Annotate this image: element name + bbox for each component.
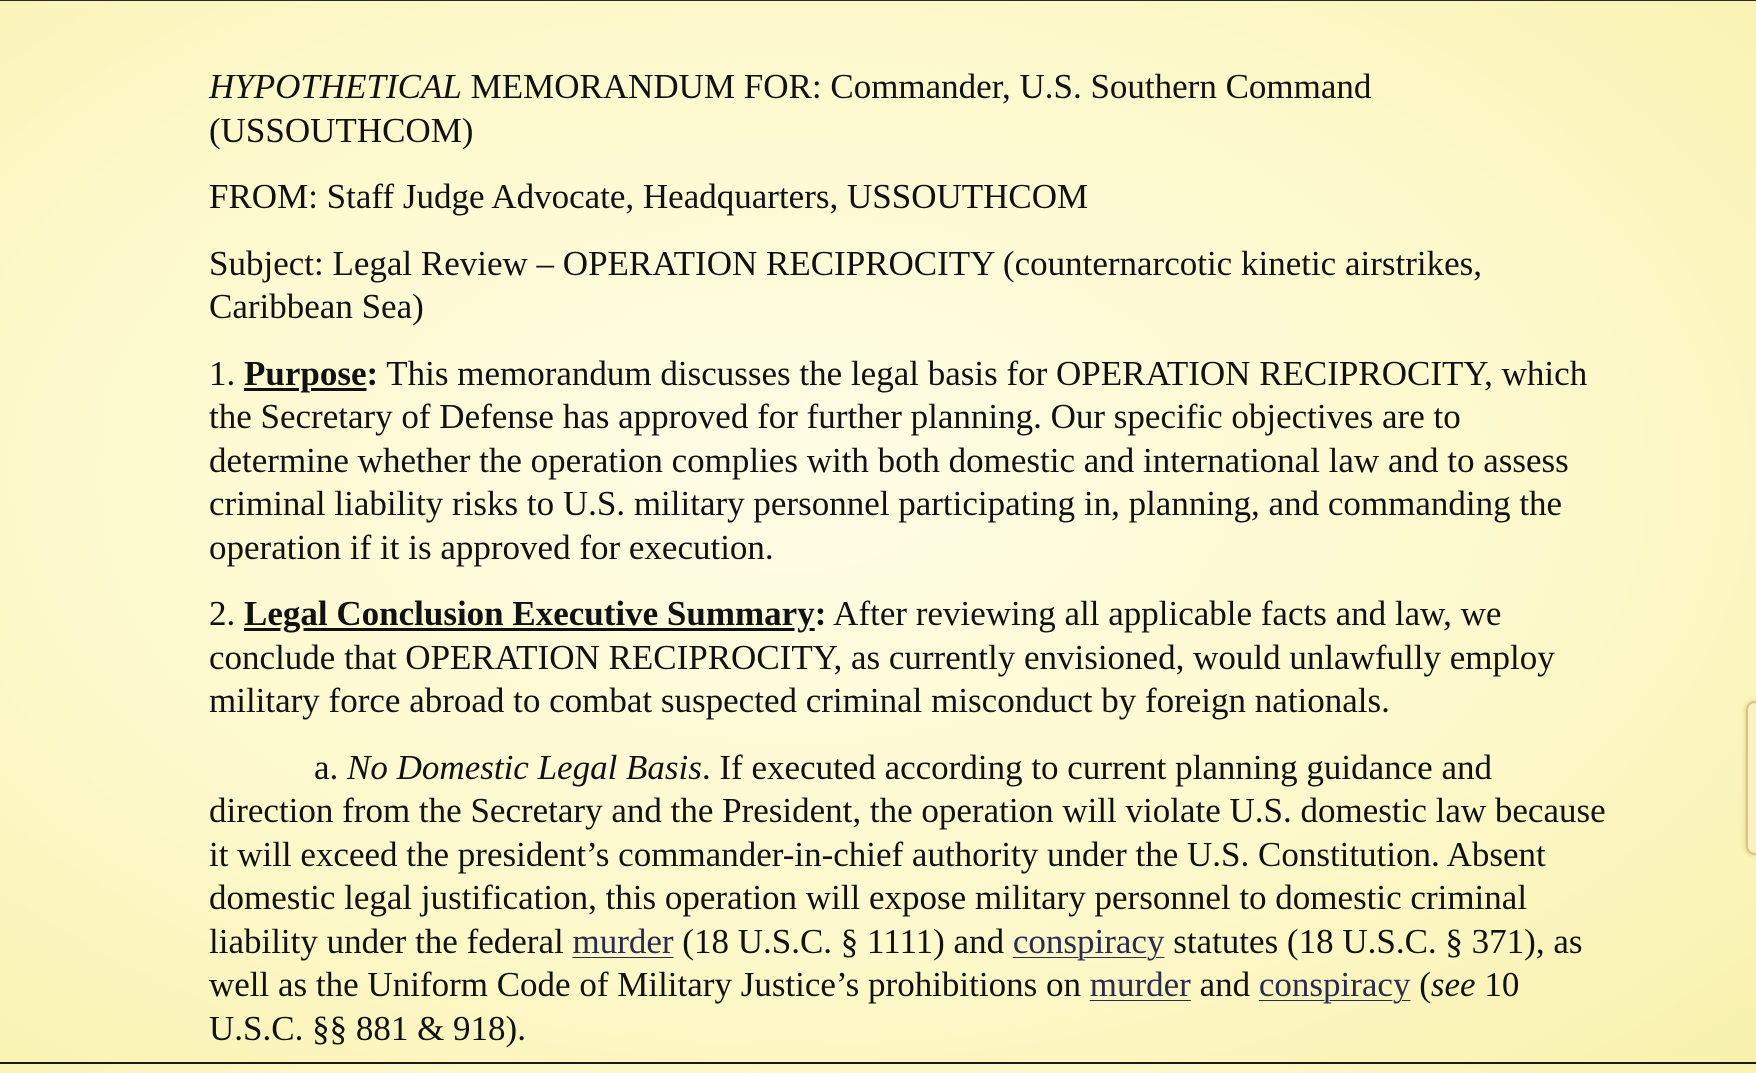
subsection-text: and: [1190, 965, 1259, 1004]
memo-subject: Subject: Legal Review – OPERATION RECIPROCITY (counternarcotic kinetic airstrikes, Caribbean Sea): [209, 243, 1483, 326]
link-conspiracy-federal[interactable]: conspiracy: [1012, 921, 1165, 961]
see-signal: see: [1430, 965, 1476, 1004]
subsection-no-domestic-legal-basis: [209, 746, 1609, 1051]
section-heading-legal-conclusion: Legal Conclusion Executive Summary: [244, 594, 815, 633]
section-number: 1.: [209, 353, 244, 393]
link-murder-ucmj[interactable]: murder: [1089, 965, 1191, 1004]
subsection-text: . If executed according to current planning guidance and direction from the Secretary and the President, the operation will violate U.S. domestic law because it will exceed the president’s commander-in-chief authority under the U.S. Constitution. Absent domestic legal justification, this operation will expose military personnel to domestic criminal liability under the federal: [209, 747, 1606, 961]
section-body: After reviewing all applicable facts and law, we conclude that OPERATION RECIPROCITY, as currently envisioned, would unlawfully employ military force abroad to combat suspected criminal misconduct by foreign nationals.: [209, 594, 1555, 720]
section-number: 2.: [209, 594, 244, 633]
section-legal-conclusion: [209, 592, 1609, 723]
heading-colon: :: [366, 353, 379, 393]
subsection-text: statutes (18 U.S.C. § 371), as well as the Uniform Code of Military Justice’s prohibitions on: [209, 921, 1583, 1004]
memo-addressee: [209, 65, 1609, 152]
section-purpose: [209, 352, 1609, 570]
link-murder-federal[interactable]: murder: [572, 921, 674, 961]
subsection-text: (: [1410, 965, 1431, 1004]
memorandum-document: [209, 65, 1609, 1073]
link-conspiracy-ucmj[interactable]: conspiracy: [1258, 965, 1411, 1004]
subsection-text: (18 U.S.C. § 1111) and: [673, 921, 1013, 961]
subsection-text: 10 U.S.C. §§ 881 & 918).: [209, 965, 1520, 1048]
section-body: This memorandum discusses the legal basis for OPERATION RECIPROCITY, which the Secretary of Defense has approved for further planning. Our specific objectives are to determine whether the operation complies with both domestic and international law and to assess criminal liability risks to U.S. military personnel participating in, planning, and commanding the operation if it is approved for execution.: [209, 353, 1588, 567]
memo-from: FROM: Staff Judge Advocate, Headquarters, USSOUTHCOM: [209, 177, 1089, 216]
memo-for-line: MEMORANDUM FOR: Commander, U.S. Southern Command (USSOUTHCOM): [209, 67, 1372, 150]
subsection-label: a.: [314, 747, 348, 787]
heading-colon: :: [814, 594, 827, 633]
hypothetical-label: HYPOTHETICAL: [209, 67, 462, 106]
subsection-title: No Domestic Legal Basis: [347, 747, 702, 787]
scroll-edge-handle[interactable]: [1746, 701, 1756, 855]
section-heading-purpose: Purpose: [244, 353, 367, 393]
